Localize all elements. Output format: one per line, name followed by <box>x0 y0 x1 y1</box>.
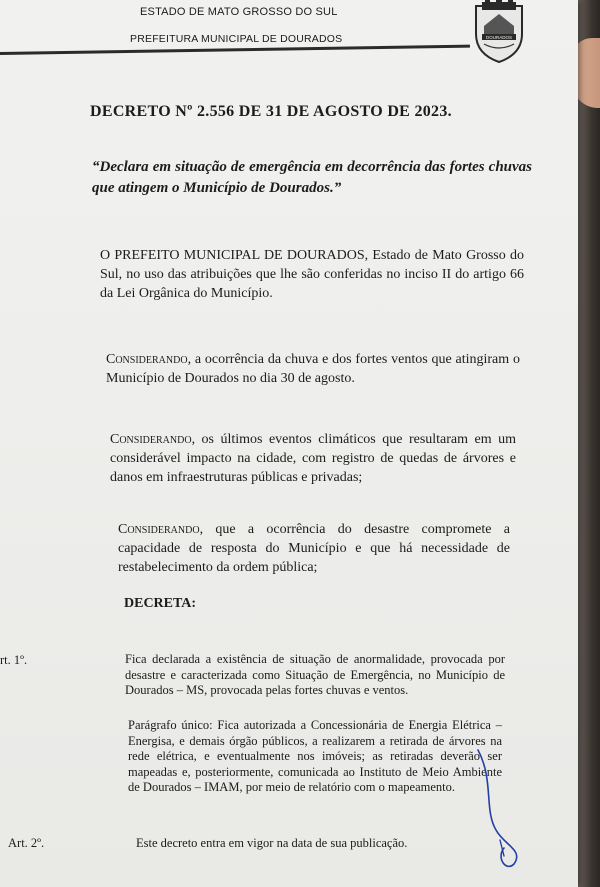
city-seal-icon <box>470 0 528 64</box>
considerando-3 <box>118 520 510 577</box>
signature-mark <box>474 740 534 870</box>
considerando-3-text: , que a ocorrência do desastre compromete a capacidade de resposta do Município e que há necessidade de restabelecimento da ordem pública; <box>118 522 510 575</box>
header-rule <box>0 45 470 55</box>
art1-text: Fica declarada a existência de situação de anormalidade, provocada por desastre e caracterizada como Situação de Emergência, no Município de Dourados – MS, provocada pelas fortes chuvas e ventos. <box>125 652 505 697</box>
background-edge <box>578 0 600 887</box>
considerando-2 <box>110 430 516 487</box>
considerando-2-text: , os últimos eventos climáticos que resultaram em um considerável impacto na cidade, com registro de quedas de árvores e danos em infraestruturas públicas e privadas; <box>110 432 516 485</box>
art2-label: Art. 2º. <box>8 836 45 850</box>
decree-title: DECRETO Nº 2.556 DE 31 DE AGOSTO DE 2023. <box>90 103 452 120</box>
considerando-1-text: , a ocorrência da chuva e dos fortes ventos que atingiram o Município de Dourados no dia 30 de agosto. <box>106 352 520 386</box>
decreta-heading: DECRETA: <box>124 596 197 611</box>
seal-label: DOURADOS <box>485 35 513 40</box>
considerando-3-lead: Considerando <box>118 522 200 537</box>
header-state: ESTADO DE MATO GROSSO DO SUL <box>140 6 338 18</box>
considerando-1-lead: Considerando <box>106 352 188 367</box>
considerando-2-lead: Considerando <box>110 432 192 447</box>
paragrafo-unico: Parágrafo único: Fica autorizada a Concessionária de Energia Elétrica – Energisa, e demais órgão públicos, a realizarem a retirada de árvores na rede elétrica, e eventualmente nos imóveis; as retiradas deverão ser mapeadas e, posteriormente, comunicada ao Instituto de Meio Ambiente de Dourados – IMAM, por meio de relatório com o mapeamento. <box>128 718 502 794</box>
preamble: O PREFEITO MUNICIPAL DE DOURADOS, Estado de Mato Grosso do Sul, no uso das atribuições que lhe são conferidas no inciso II do artigo 66 da Lei Orgânica do Município. <box>100 248 524 301</box>
header-city-hall: PREFEITURA MUNICIPAL DE DOURADOS <box>130 33 343 45</box>
art2-text: Este decreto entra em vigor na data de sua publicação. <box>136 836 408 850</box>
art1-label: rt. 1º. <box>0 653 28 667</box>
considerando-1 <box>106 350 520 388</box>
decree-ementa: “Declara em situação de emergência em decorrência das fortes chuvas que atingem o Município de Dourados.” <box>92 159 532 196</box>
